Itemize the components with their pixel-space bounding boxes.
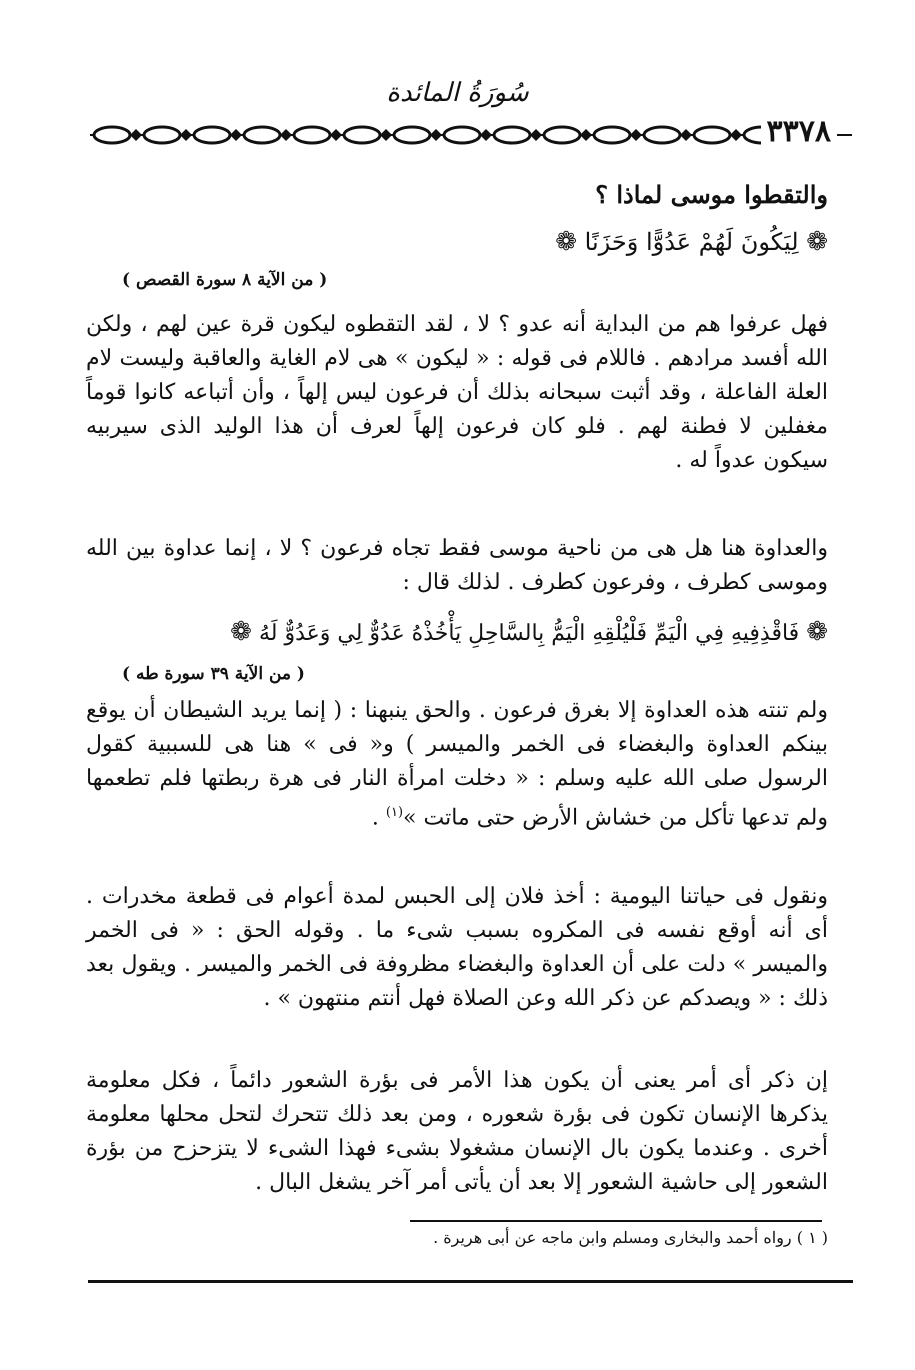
chain-diamond-1 [180,129,192,141]
paragraph-3-text: ولم تنته هذه العداوة إلا بغرق فرعون . والحق ينبهنا : ( إنما يريد الشيطان أن يوقع بينكم العداوة والبغضاء فى الخمر والميسر ) و« فى » هنا هى للسببية كقول الرسول صلى الله عليه وسلم : « دخلت امرأة النار فى هرة ربطتها فلم تطعمها ولم تدعها تأكل من خشاش الأرض حتى ماتت » [86,698,828,831]
header-chain-border [90,122,852,148]
chain-diamond-10 [630,129,642,141]
chain-link-12 [694,127,730,143]
chain-link-3 [244,127,280,143]
chain-link-4 [294,127,330,143]
page-number: ٣٣٧٨ [761,112,837,152]
chain-diamond-9 [580,129,592,141]
chain-link-2 [194,127,230,143]
chain-ornament [90,122,852,148]
footnote-marker: (١) [385,805,404,820]
question-line: والتقطوا موسى لماذا ؟ [595,180,828,209]
chain-link-1 [144,127,180,143]
verse-1-text: لِيَكُونَ لَهُمْ عَدُوًّا وَحَزَنًا [584,228,799,256]
chain-diamond-0 [130,129,142,141]
chain-link-7 [444,127,480,143]
paragraph-1: فهل عرفوا هم من البداية أنه عدو ؟ لا ، لقد التقطوه ليكون قرة عين لهم ، ولكن الله أفسد مرادهم . فاللام فى قوله : « ليكون » هى لام الغاية والعاقبة وليست لام العلة الفاعلة ، وقد أثبت سبحانه بذلك أن فرعون ليس إلهاً ، وأن أتباعه كانوا قوماً مغفلين لا فطنة لهم . فلو كان فرعون إلهاً لعرف أن هذا الوليد الذى سيربيه سيكون عدواً له . [86,312,828,473]
chain-diamond-8 [530,129,542,141]
verse-2-text: فَاقْذِفِيهِ فِي الْيَمِّ فَلْيُلْقِهِ الْيَمُّ بِالسَّاحِلِ يَأْخُذْهُ عَدُوٌّ لِي وَعَدُوٌّ لَهُ [258,621,800,646]
bottom-rule [88,1280,853,1283]
surah-title: سُورَةُ المائدة [386,78,529,108]
paragraph-2: والعداوة هنا هل هى من ناحية موسى فقط تجاه فرعون ؟ لا ، إنما عداوة بين الله وموسى كطرف ، وفرعون كطرف . لذلك قال : [86,536,828,595]
verse-2-reference: ( من الآية ٣٩ سورة طه ) [122,664,305,684]
chain-diamond-7 [480,129,492,141]
verse-open-ornament-icon: ❁ [806,617,828,647]
chain-link-8 [494,127,530,143]
verse-1-reference: ( من الآية ٨ سورة القصص ) [122,270,328,290]
chain-diamond-11 [680,129,692,141]
chain-link-10 [594,127,630,143]
chain-link-11 [644,127,680,143]
footnote-separator [410,1220,822,1222]
paragraph-3-end: . [371,805,386,831]
chain-diamond-6 [430,129,442,141]
paragraph-5: إن ذكر أى أمر يعنى أن يكون هذا الأمر فى بؤرة الشعور دائماً ، فكل معلومة يذكرها الإنسان تكون فى بؤرة شعوره ، ومن بعد ذلك تتحرك لتحل محلها معلومة أخرى . وعندما يكون بال الإنسان مشغولا بشىء فهذا الشىء لا يتزحزح من بؤرة الشعور إلى حاشية الشعور إلا بعد أن يأتى أمر آخر يشغل البال . [86,1068,828,1195]
paragraph-4: ونقول فى حياتنا اليومية : أخذ فلان إلى الحبس لمدة أعوام فى قطعة مخدرات . أى أنه أوقع نفسه فى المكروه بسبب شىء ما . وقوله الحق : « فى الخمر والميسر » دلت على أن العداوة والبغضاء مظروفة فى الخمر والميسر . ويقول بعد ذلك : « ويصدكم عن ذكر الله وعن الصلاة فهل أنتم منتهون » . [86,884,828,1011]
chain-link-0 [94,127,130,143]
chain-diamond-2 [230,129,242,141]
chain-diamond-5 [380,129,392,141]
chain-diamond-3 [280,129,292,141]
verse-close-ornament-icon: ❁ [230,617,252,647]
chain-link-5 [344,127,380,143]
chain-diamond-12 [730,129,742,141]
chain-link-6 [394,127,430,143]
verse-open-ornament-icon: ❁ [806,227,828,257]
verse-close-ornament-icon: ❁ [555,227,578,257]
quran-verse-1 [86,222,828,262]
chain-link-9 [544,127,580,143]
chain-diamond-4 [330,129,342,141]
paragraph-3 [86,694,828,835]
quran-verse-2 [86,612,828,654]
footnote: ( ١ ) رواه أحمد والبخارى ومسلم وابن ماجه عن أبى هريرة . [433,1228,828,1247]
